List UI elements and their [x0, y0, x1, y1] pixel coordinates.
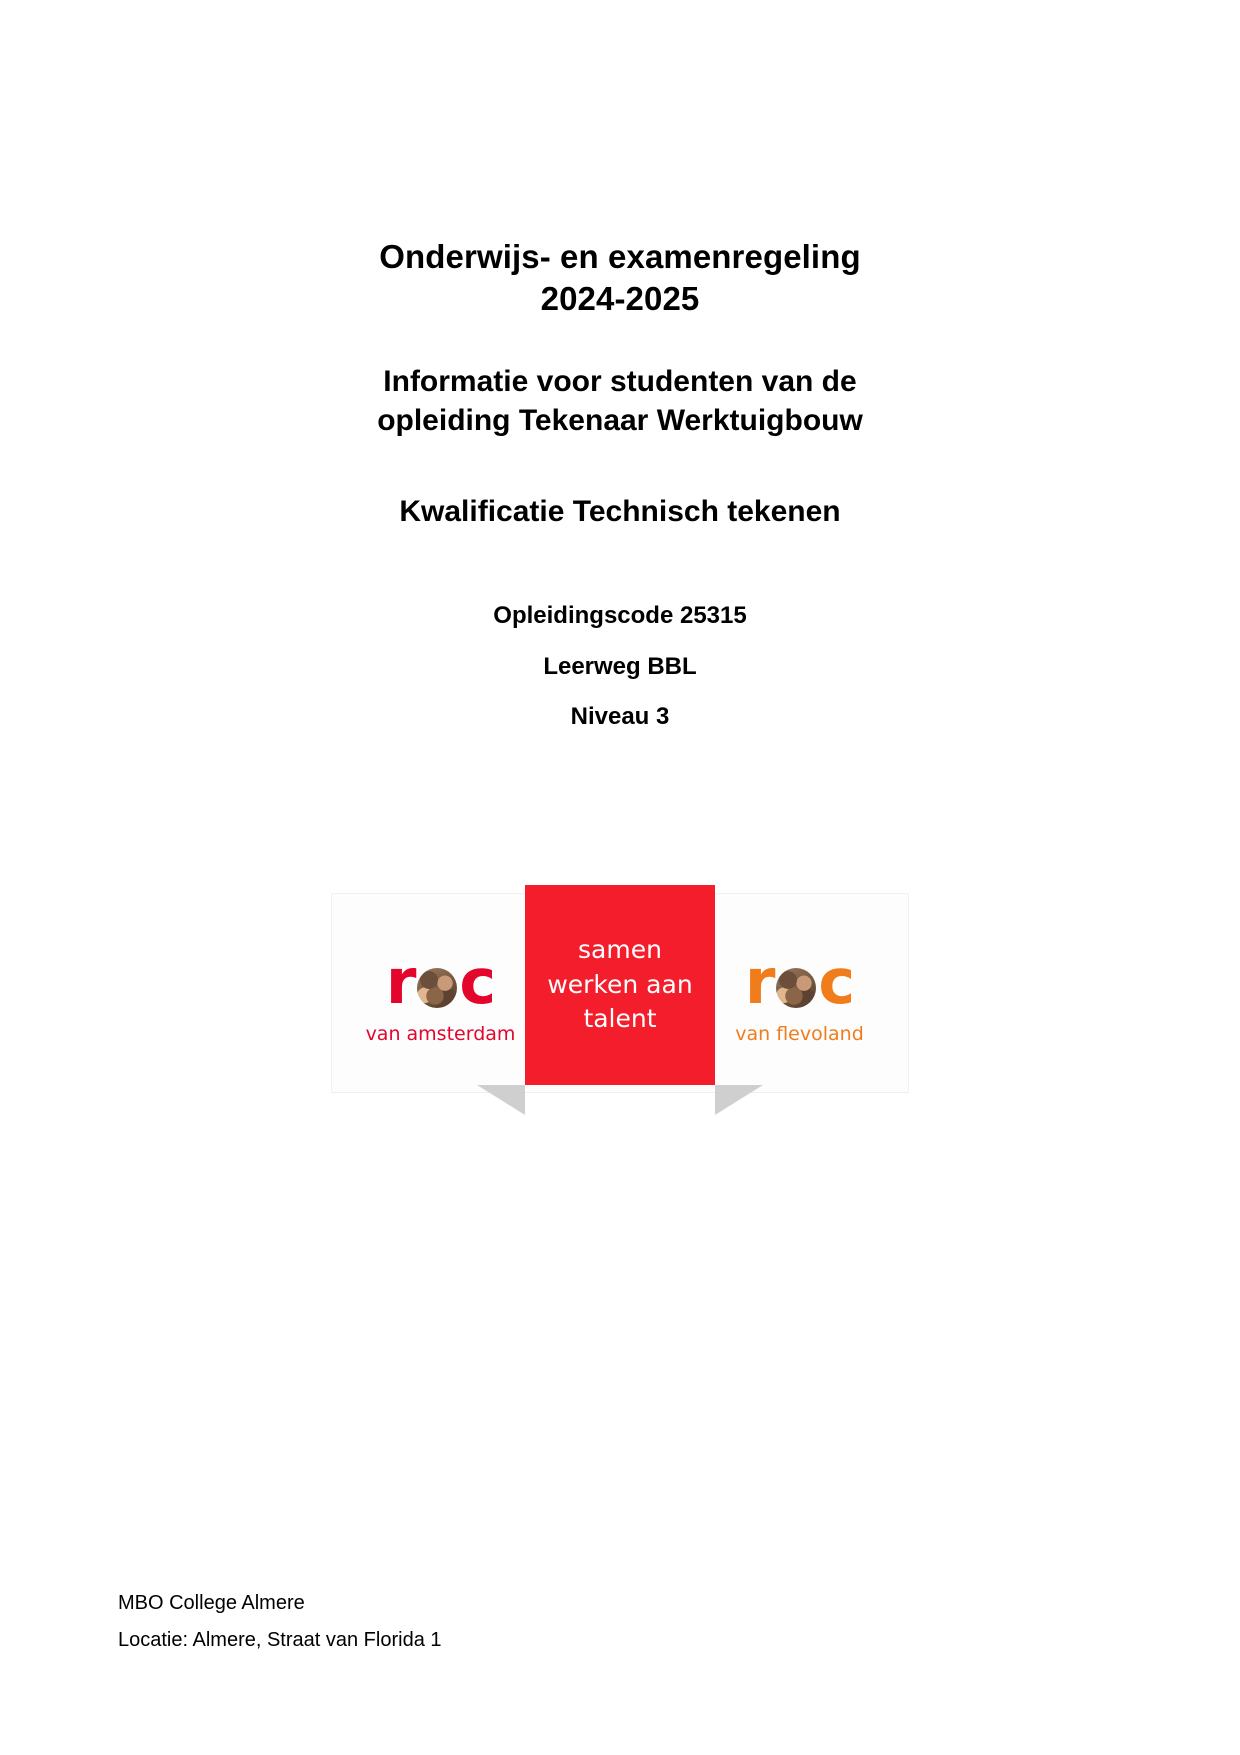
samen-werken-aan-talent-banner — [525, 885, 715, 1085]
roc-amsterdam-subtitle: van amsterdam — [365, 1023, 516, 1045]
program-level: Niveau 3 — [570, 703, 670, 731]
qualification-block — [0, 492, 1240, 531]
roc-letter-r-icon: r — [744, 945, 775, 1018]
roc-letter-c-icon: c — [818, 945, 855, 1018]
footer-location: Locatie: Almere, Straat van Florida 1 — [118, 1629, 442, 1651]
roc-people-dot-icon — [776, 968, 816, 1008]
program-code: Opleidingscode 25315 — [493, 602, 747, 630]
roc-amsterdam-wordmark — [353, 945, 528, 1018]
document-subtitle — [0, 362, 1240, 440]
banner-box — [525, 885, 715, 1085]
qualification-label: Kwalificatie Technisch tekenen — [399, 495, 841, 529]
program-pathway: Leerweg BBL — [543, 652, 697, 680]
footer-college-name: MBO College Almere — [118, 1592, 305, 1614]
cover-title-block — [0, 236, 1240, 743]
page-footer — [118, 1585, 918, 1659]
banner-tail-right-icon — [715, 1085, 763, 1115]
document-subtitle-line-2: opleiding Tekenaar Werktuigbouw — [377, 404, 863, 438]
banner-text-line-3: talent — [583, 1004, 657, 1034]
roc-flevoland-wordmark — [712, 945, 887, 1018]
document-subtitle-line-1: Informatie voor studenten van de — [383, 365, 857, 399]
document-title-line-2: 2024-2025 — [540, 280, 700, 318]
program-meta-block — [0, 591, 1240, 742]
document-title — [0, 236, 1240, 320]
roc-logo — [331, 893, 909, 1113]
roc-letter-c-icon: c — [459, 945, 496, 1018]
banner-text — [525, 885, 715, 1085]
roc-letter-r-icon: r — [385, 945, 416, 1018]
roc-flevoland-subtitle: van flevoland — [735, 1023, 864, 1045]
roc-flevoland-logo — [712, 945, 887, 1045]
banner-text-line-1: samen — [578, 935, 662, 965]
banner-tail-left-icon — [477, 1085, 525, 1115]
roc-people-dot-icon — [417, 968, 457, 1008]
banner-text-line-2: werken aan — [547, 969, 693, 999]
document-title-line-1: Onderwijs- en examenregeling — [379, 238, 861, 275]
roc-amsterdam-logo — [353, 945, 528, 1045]
